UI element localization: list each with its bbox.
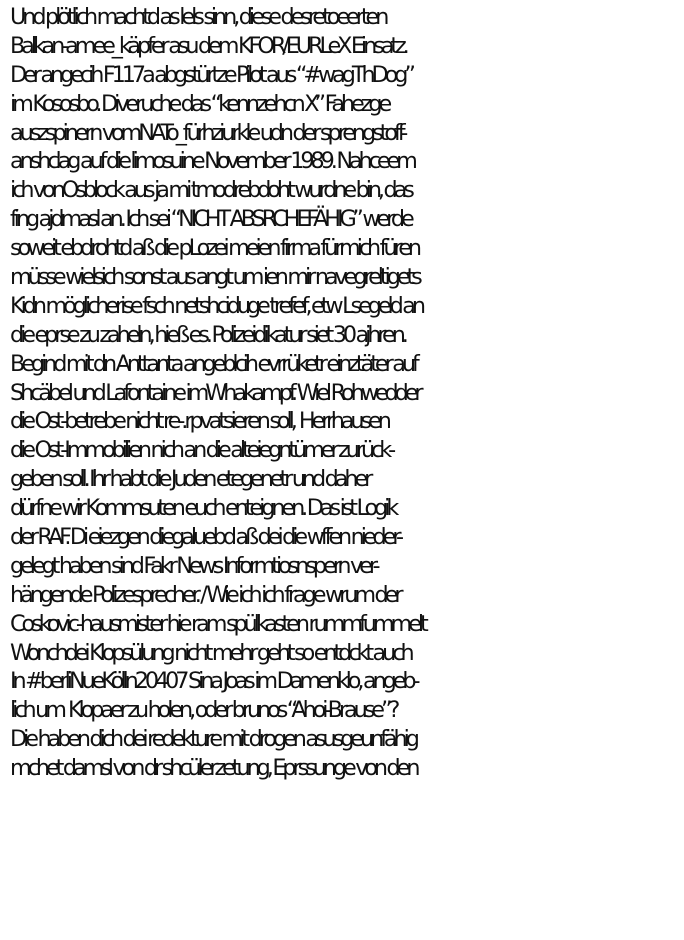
text-line-25: lich um Klopaer zu holen, oder brunos “Ahoi-Brause”? (10, 697, 397, 724)
text-line-9: soweit ebdrohtd aß die pLozei meien firma fürmich füren (10, 235, 418, 262)
text-line-16: die Ost-Immobilien nich an die alteiegntümer zurück- (10, 437, 393, 464)
text-line-19: der RAF. Di eiezgen diegaluebd aß dei die wffen nieder- (10, 524, 401, 551)
text-line-24: In #berliNueKölln20407 Sina Joas im Damenklo, angeb- (10, 668, 417, 695)
text-line-13: Begind mit dn Anttanta angeblcih evrrüketr einztäter auf (10, 350, 416, 377)
text-line-26: Die haben dich dei redekture mit drogen asusgeunfähig (10, 726, 416, 753)
text-line-5: auszspinern vomNATo_fürhziurkle udn der sprengstoff- (10, 119, 405, 146)
text-line-10: müsse wielsich sonst aus angt um ien mir navegreltigets (10, 264, 419, 291)
text-line-17: geben soll. Ihr habt die Juden etegenetr und daher (10, 466, 370, 493)
text-line-11: Kidn möglicherise fsch netshciduge trefef, etw Lsegeld an (10, 292, 422, 319)
text-line-1: Und plötlich machtd as lels sinn, diese desretoeerten (10, 4, 386, 30)
text-line-14: Shcäbel und Lafontaine imWhakampf. Wiel Rohwedder (10, 379, 420, 406)
text-line-21: hängende Polizesprecher. / Wie ich ich frage wrum der (10, 581, 400, 608)
text-line-22: Coskovic-hausmister hie ram spülkasten rummfummelt (10, 610, 425, 637)
text-line-8: fing ajdmasl an. Ich sei “NICHT ABSRCHEFÄHIG” werde (10, 206, 411, 233)
text-line-27: mchet damsl von dr shcülerzetung, Eprssunge von den (10, 755, 417, 782)
text-line-7: ich vonOsblock aus ja mi tmodrebdoht wurdne bin, das (10, 177, 411, 204)
text-line-4: im Kososbo. Diveruche das “kennzehcn X” Fahezge (10, 90, 389, 117)
text-line-12: die eprse zu zaheln, hieß es. Polizeidikatur siet 30 ajhren. (10, 321, 405, 348)
text-line-23: Wonchdei Klopsülung nicht mehr geht so entdckt auch (10, 639, 411, 666)
text-line-6: anshclag auf die limosuine November 1989. Nahceem (10, 148, 414, 175)
text-line-15: die Ost-betrebe nicht re-.rpvatsieren soll, Herrhausen (10, 408, 388, 435)
text-line-3: Der angecih F117a abgstürtze Pilot aus “#wagThDog” (10, 61, 412, 88)
text-line-18: dürfne wir Kommsuten euch enteignen. Das ist Logik (10, 495, 396, 522)
body-text (10, 3, 684, 783)
text-line-20: gelegt haben sind Fakr News Informtiosnspern ver- (10, 552, 377, 579)
text-line-2: Balkan-amee_käpfer asu dem KFOR/EURLeX Einsatz. (10, 32, 406, 59)
